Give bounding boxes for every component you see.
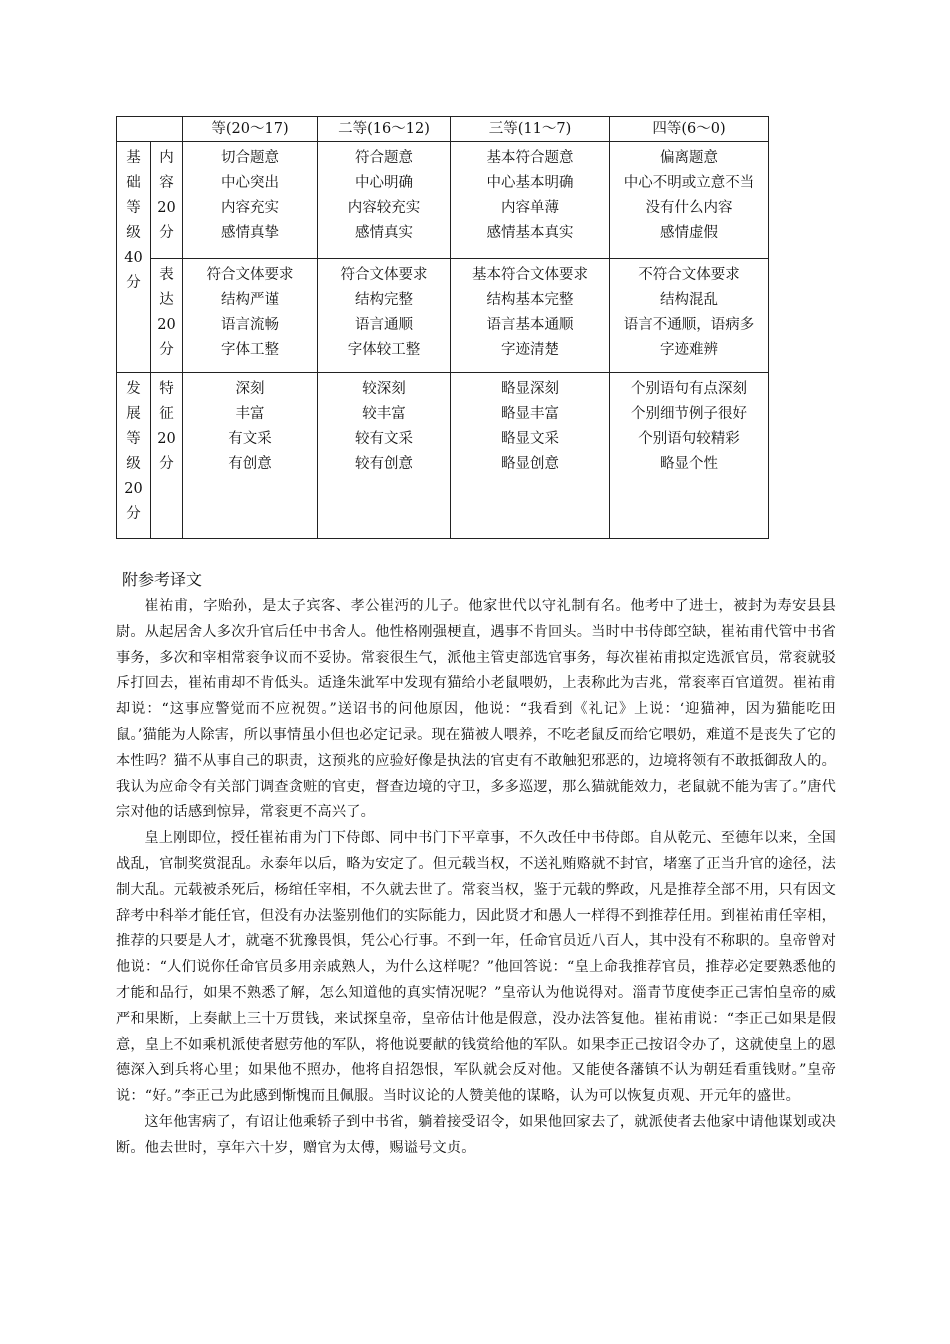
translation-heading: 附参考译文 — [122, 570, 203, 589]
expression-row — [117, 259, 769, 373]
translation-section — [116, 568, 836, 1162]
feature-grade-2: 较深刻 较丰富 较有文采 较有创意 — [318, 373, 451, 539]
expression-grade-2: 符合文体要求 结构完整 语言通顺 字体较工整 — [318, 259, 451, 373]
feature-label: 特 征 20 分 — [151, 373, 183, 539]
content-grade-3: 基本符合题意 中心基本明确 内容单薄 感情基本真实 — [451, 142, 610, 259]
content-grade-2: 符合题意 中心明确 内容较充实 感情真实 — [318, 142, 451, 259]
feature-grade-4: 个别语句有点深刻 个别细节例子很好 个别语句较精彩 略显个性 — [610, 373, 769, 539]
content-grade-1: 切合题意 中心突出 内容充实 感情真挚 — [183, 142, 318, 259]
content-grade-4: 偏离题意 中心不明或立意不当 没有什么内容 感情虚假 — [610, 142, 769, 259]
content-label: 内 容 20 分 — [151, 142, 183, 259]
translation-paragraph-3: 这年他害病了，有诏让他乘轿子到中书省，躺着接受诏令，如果他回家去了，就派使者去他家中请他谋划或决断。他去世时，享年六十岁，赠官为太傅，赐谥号文贞。 — [116, 1113, 836, 1156]
expression-grade-4: 不符合文体要求 结构混乱 语言不通顺，语病多 字迹难辨 — [610, 259, 769, 373]
grade-1-header: 等(20～17) — [183, 117, 318, 142]
feature-grade-3: 略显深刻 略显丰富 略显文采 略显创意 — [451, 373, 610, 539]
translation-paragraph-1: 崔祐甫，字贻孙，是太子宾客、孝公崔沔的儿子。他家世代以守礼制有名。他考中了进士，被封为寿安县县尉。从起居舍人多次升官后任中书舍人。他性格刚强梗直，遇事不肯回头。当时中书侍郎空缺，崔祐甫代管中书省事务，多次和宰相常衮争议而不妥协。常衮很生气，派他主管吏部选官事务，每次崔祐甫拟定选派官员，常衮就驳斥打回去，崔祐甫却不肯低头。适逢朱泚军中发现有猫给小老鼠喂奶，上表称此为吉兆，常衮率百官道贺。崔祐甫却说：“这事应警觉而不应祝贺。”送诏书的问他原因，他说：“我看到《礼记》上说：‘迎猫神，因为猫能吃田鼠。’猫能为人除害，所以事情虽小但也必定记录。现在猫被人喂养，不吃老鼠反而给它喂奶，难道不是丧失了它的本性吗？猫不从事自己的职责，这预兆的应验好像是执法的官吏有不敢触犯邪恶的，边境将领有不敢抵御敌人的。我认为应命令有关部门调查贪赃的官吏，督查边境的守卫，多多巡逻，那么猫就能效力，老鼠就不能为害了。”唐代宗对他的话感到惊异，常衮更不高兴了。 — [116, 598, 836, 821]
translation-paragraph-2: 皇上刚即位，授任崔祐甫为门下侍郎、同中书门下平章事，不久改任中书侍郎。自从乾元、至德年以来，全国战乱，官制奖赏混乱。永泰年以后，略为安定了。但元载当权，不送礼贿赂就不封官，堵塞了正当升官的途径，法制大乱。元载被杀死后，杨绾任宰相，不久就去世了。常衮当权，鉴于元载的弊政，凡是推荐全部不用，只有因文辞考中科举才能任官，但没有办法鉴别他们的实际能力，因此贤才和愚人一样得不到推荐任用。到崔祐甫任宰相，推荐的只要是人才，就毫不犹豫畏惧，凭公心行事。不到一年，任命官员近八百人，其中没有不称职的。皇帝曾对他说：“人们说你任命官员多用亲戚熟人，为什么这样呢？”他回答说：“皇上命我推荐官员，推荐必定要熟悉他的才能和品行，如果不熟悉了解，怎么知道他的真实情况呢？”皇帝认为他说得对。淄青节度使李正己害怕皇帝的威严和果断，上奏献上三十万贯钱，来试探皇帝，皇帝估计他是假意，没办法答复他。崔祐甫说：“李正己如果是假意，皇上不如乘机派使者慰劳他的军队，将他说要献的钱赏给他的军队。如果李正己按诏令办了，这就使皇上的恩德深入到兵将心里；如果他不照办，他将自招怨恨，军队就会反对他。又能使各藩镇不认为朝廷看重钱财。”皇帝说：“好。”李正己为此感到惭愧而且佩服。当时议论的人赞美他的谋略，认为可以恢复贞观、开元年的盛世。 — [116, 830, 836, 1105]
grade-2-header: 二等(16～12) — [318, 117, 451, 142]
grade-3-header: 三等(11～7) — [451, 117, 610, 142]
development-level-label: 发 展 等 级 20 分 — [117, 373, 151, 539]
rubric-header-row — [117, 117, 769, 142]
expression-grade-1: 符合文体要求 结构严谨 语言流畅 字体工整 — [183, 259, 318, 373]
expression-label: 表 达 20 分 — [151, 259, 183, 373]
grading-rubric-table — [116, 116, 769, 539]
expression-grade-3: 基本符合文体要求 结构基本完整 语言基本通顺 字迹清楚 — [451, 259, 610, 373]
feature-grade-1: 深刻 丰富 有文采 有创意 — [183, 373, 318, 539]
rubric-corner-cell — [117, 117, 183, 142]
feature-row — [117, 373, 769, 539]
grade-4-header: 四等(6～0) — [610, 117, 769, 142]
content-row — [117, 142, 769, 259]
basic-level-label: 基 础 等 级 40 分 — [117, 142, 151, 373]
